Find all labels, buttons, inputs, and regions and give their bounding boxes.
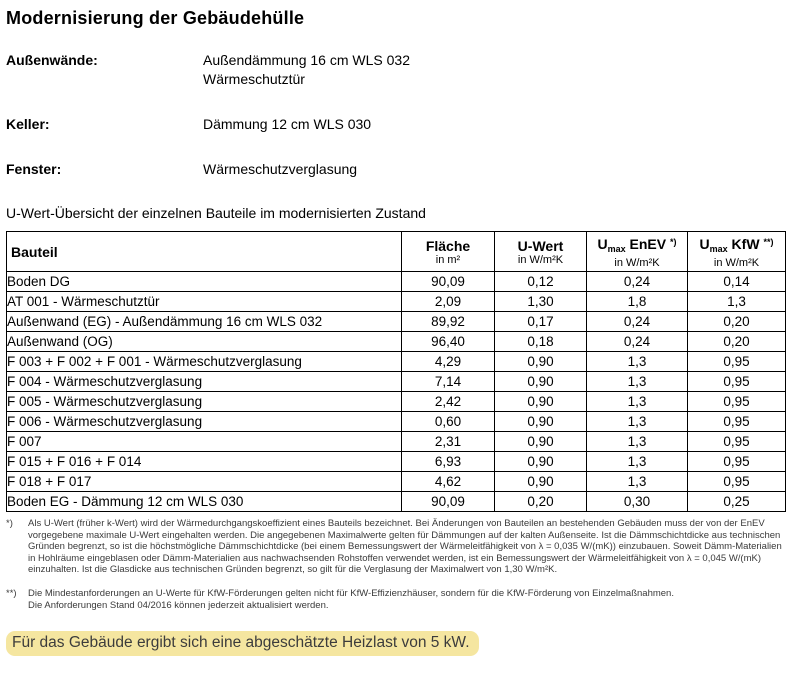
bauteil-cell: F 018 + F 017 <box>7 472 402 492</box>
value-cell: 90,09 <box>402 272 495 292</box>
page-title: Modernisierung der Gebäudehülle <box>6 8 305 28</box>
heizlast-summary <box>6 631 785 656</box>
value-cell: 0,20 <box>688 332 786 352</box>
table-row <box>7 292 786 312</box>
column-header-umax-enev: $U_{max}$ EnEV *) in W/m²K <box>587 232 688 272</box>
spec-value-line: Wärmeschutzverglasung <box>203 161 358 177</box>
table-row <box>7 412 786 432</box>
bauteil-cell: AT 001 - Wärmeschutztür <box>7 292 402 312</box>
value-cell: 0,90 <box>495 392 587 412</box>
value-cell: 4,29 <box>402 352 495 372</box>
value-cell: 0,20 <box>688 312 786 332</box>
spec-value <box>203 160 357 179</box>
footnote-line: Die Anforderungen Stand 04/2016 können jederzeit aktualisiert werden. <box>28 599 329 611</box>
spec-value <box>203 115 371 134</box>
heizlast-highlight: Für das Gebäude ergibt sich eine abgeschätzte Heizlast von 5 kW. <box>6 631 479 656</box>
value-cell: 0,95 <box>688 472 786 492</box>
value-cell: 90,09 <box>402 492 495 512</box>
value-cell: 1,3 <box>587 392 688 412</box>
value-cell: 89,92 <box>402 312 495 332</box>
spec-fenster <box>6 160 785 179</box>
value-cell: 0,14 <box>688 272 786 292</box>
spec-value <box>203 51 410 89</box>
value-cell: 0,90 <box>495 432 587 452</box>
value-cell: 1,3 <box>688 292 786 312</box>
value-cell: 0,90 <box>495 352 587 372</box>
footnote-enev <box>6 518 790 576</box>
value-cell: 0,90 <box>495 372 587 392</box>
value-cell: 4,62 <box>402 472 495 492</box>
value-cell: 0,95 <box>688 392 786 412</box>
value-cell: 1,30 <box>495 292 587 312</box>
table-header <box>7 232 786 272</box>
value-cell: 0,90 <box>495 472 587 492</box>
table-row <box>7 332 786 352</box>
header-row <box>7 232 786 272</box>
uwert-table <box>6 231 786 512</box>
value-cell: 1,3 <box>587 412 688 432</box>
bauteil-cell: F 005 - Wärmeschutzverglasung <box>7 392 402 412</box>
value-cell: 0,24 <box>587 312 688 332</box>
table-row <box>7 432 786 452</box>
column-header-bauteil: Bauteil <box>7 232 402 272</box>
value-cell: 0,95 <box>688 432 786 452</box>
spec-label: Außenwände: <box>6 52 98 68</box>
value-cell: 0,90 <box>495 452 587 472</box>
value-cell: 1,3 <box>587 452 688 472</box>
value-cell: 2,42 <box>402 392 495 412</box>
table-caption: U-Wert-Übersicht der einzelnen Bauteile im modernisierten Zustand <box>6 205 426 221</box>
value-cell: 6,93 <box>402 452 495 472</box>
spec-keller <box>6 115 785 134</box>
footnote-marker: **) <box>6 587 17 599</box>
bauteil-cell: F 015 + F 016 + F 014 <box>7 452 402 472</box>
footnotes <box>6 518 790 611</box>
value-cell: 96,40 <box>402 332 495 352</box>
value-cell: 0,25 <box>688 492 786 512</box>
spec-label: Keller: <box>6 116 50 132</box>
table-row <box>7 372 786 392</box>
spec-value-line: Wärmeschutztür <box>203 71 305 87</box>
value-cell: 0,95 <box>688 352 786 372</box>
table-row <box>7 492 786 512</box>
value-cell: 2,09 <box>402 292 495 312</box>
bauteil-cell: Außenwand (EG) - Außendämmung 16 cm WLS 032 <box>7 312 402 332</box>
bauteil-cell: Außenwand (OG) <box>7 332 402 352</box>
spec-aussenwaende <box>6 51 785 89</box>
bauteil-cell: Boden EG - Dämmung 12 cm WLS 030 <box>7 492 402 512</box>
footnote-kfw <box>6 588 790 611</box>
column-header-flaeche: Fläche in m² <box>402 232 495 272</box>
table-body <box>7 272 786 512</box>
value-cell: 0,95 <box>688 412 786 432</box>
bauteil-cell: F 006 - Wärmeschutzverglasung <box>7 412 402 432</box>
bauteil-cell: F 004 - Wärmeschutzverglasung <box>7 372 402 392</box>
value-cell: 0,12 <box>495 272 587 292</box>
spec-value-line: Dämmung 12 cm WLS 030 <box>203 116 372 132</box>
value-cell: 0,90 <box>495 412 587 432</box>
value-cell: 1,3 <box>587 352 688 372</box>
spec-value-line: Außendämmung 16 cm WLS 032 <box>203 52 410 68</box>
value-cell: 1,3 <box>587 432 688 452</box>
value-cell: 0,24 <box>587 332 688 352</box>
footnote-marker: *) <box>6 518 13 529</box>
table-row <box>7 392 786 412</box>
spec-label: Fenster: <box>6 161 62 177</box>
value-cell: 0,20 <box>495 492 587 512</box>
building-specs <box>6 51 785 179</box>
bauteil-cell: F 007 <box>7 432 402 452</box>
column-header-uwert: U-Wert in W/m²K <box>495 232 587 272</box>
footnote-text <box>28 588 790 611</box>
table-row <box>7 272 786 292</box>
table-row <box>7 312 786 332</box>
value-cell: 1,3 <box>587 372 688 392</box>
value-cell: 2,31 <box>402 432 495 452</box>
footnote-line: Die Mindestanforderungen an U-Werte für KfW-Förderungen gelten nicht für KfW-Effizienzhäuser, sondern für die KfW-Förderung von Einzelmaßnahmen. <box>28 587 674 599</box>
bauteil-cell: F 003 + F 002 + F 001 - Wärmeschutzverglasung <box>7 352 402 372</box>
value-cell: 1,8 <box>587 292 688 312</box>
table-row <box>7 452 786 472</box>
value-cell: 7,14 <box>402 372 495 392</box>
value-cell: 0,17 <box>495 312 587 332</box>
table-row <box>7 472 786 492</box>
value-cell: 0,18 <box>495 332 587 352</box>
footnote-text: Als U-Wert (früher k-Wert) wird der Wärmedurchgangskoeffizient eines Bauteils bezeichnet. Bei Änderungen von Bauteilen an bestehenden Gebäuden muss der von der EnEV vorgegebene maximale U-Wert eingehalten werden. Die angegebenen Maximalwerte gelten für Dämmungen auf der kalten Außenseite. Ist die Dämmschichtdicke aus technischen Gründen begrenzt, so ist die höchstmögliche Dämmschichtdicke (bei einem Bemessungswert der Wärmeleitfähigkeit von λ = 0,035 W/(mK)) einzubauen. Soweit Dämm-Materialien in Hohlräume eingeblasen oder Dämm-Materialien aus nachwachsenden Rohstoffen verwendet werden, ist ein Bemessungswert der Wärmeleitfähigkeit von λ = 0,045 W/(mK) einzuhalten. Ist die Glasdicke aus technischen Gründen begrenzt, so gilt für die Verglasung der Maximalwert von 1,30 W/m²K. <box>28 518 782 576</box>
table-row <box>7 352 786 372</box>
value-cell: 0,60 <box>402 412 495 432</box>
bauteil-cell: Boden DG <box>7 272 402 292</box>
value-cell: 1,3 <box>587 472 688 492</box>
value-cell: 0,24 <box>587 272 688 292</box>
value-cell: 0,95 <box>688 452 786 472</box>
value-cell: 0,30 <box>587 492 688 512</box>
value-cell: 0,95 <box>688 372 786 392</box>
column-header-umax-kfw: $U_{max}$ KfW **) in W/m²K <box>688 232 786 272</box>
